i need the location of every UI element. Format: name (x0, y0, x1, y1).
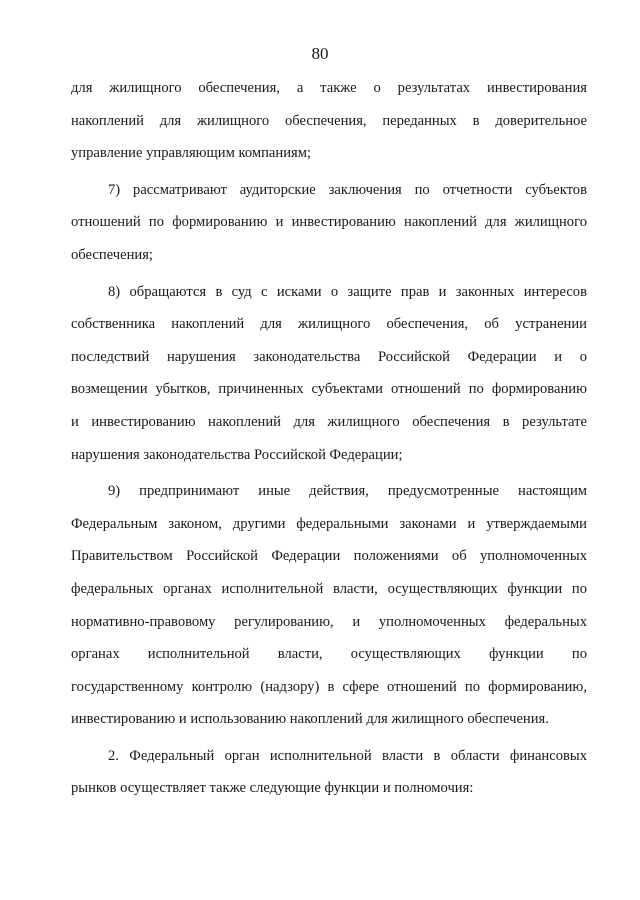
text-line: инвестированию и использованию накоплений для жилищного обеспечения. (71, 711, 549, 728)
text-line: Федеральным законом, другими федеральными законами и утверждаемыми (71, 515, 587, 532)
text-line: обеспечения; (71, 246, 153, 263)
text-line: и инвестированию накоплений для жилищного обеспечения в результате (71, 413, 587, 430)
text-line: федеральных органах исполнительной власти, осуществляющих функции по (71, 580, 587, 597)
text-line: отношений по формированию и инвестированию накоплений для жилищного (71, 214, 587, 231)
text-line: 9) предпринимают иные действия, предусмотренные настоящим (108, 483, 587, 500)
text-line: государственному контролю (надзору) в сфере отношений по формированию, (71, 678, 587, 695)
text-line: 7) рассматривают аудиторские заключения по отчетности субъектов (108, 181, 587, 198)
text-line: нарушения законодательства Российской Федерации; (71, 446, 403, 463)
page-number: 80 (311, 44, 329, 63)
text-line: для жилищного обеспечения, а также о результатах инвестирования (71, 80, 587, 96)
text-line: рынков осуществляет также следующие функции и полномочия: (71, 780, 474, 797)
text-line: Правительством Российской Федерации положениями об уполномоченных (71, 548, 587, 565)
text-line: накоплений для жилищного обеспечения, переданных в доверительное (71, 112, 587, 129)
text-line: последствий нарушения законодательства Российской Федерации и о (71, 348, 587, 365)
text-line: возмещении убытков, причиненных субъектами отношений по формированию (71, 381, 587, 398)
text-line: нормативно-правовому регулированию, и уполномоченных федеральных (71, 613, 587, 630)
text-line: 2. Федеральный орган исполнительной власти в области финансовых (108, 747, 587, 764)
text-line: 8) обращаются в суд с исками о защите прав и законных интересов (108, 283, 587, 300)
text-line: органах исполнительной власти, осуществляющих функции по (71, 646, 587, 663)
text-line: управление управляющим компаниям; (71, 145, 312, 162)
text-line: собственника накоплений для жилищного обеспечения, об устранении (71, 316, 587, 333)
body-text (71, 72, 587, 805)
